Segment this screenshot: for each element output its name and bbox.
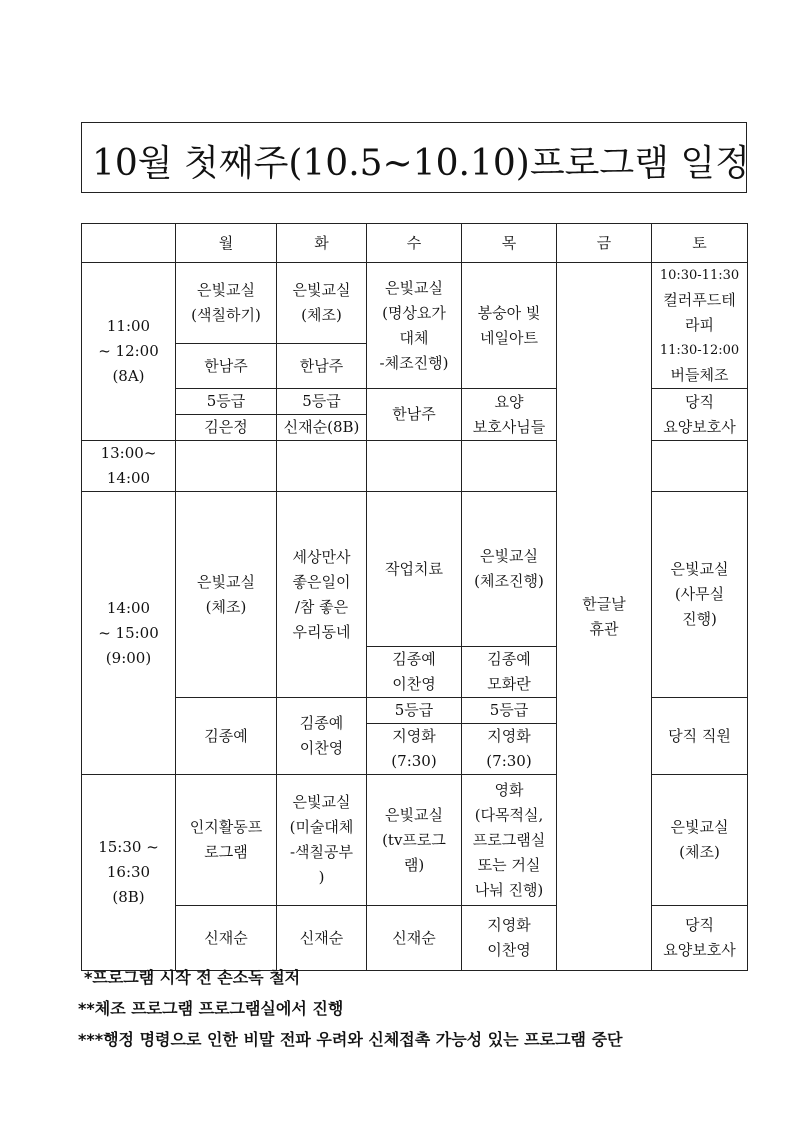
- header-day: 월: [176, 224, 277, 263]
- mon-name: 김은정: [176, 415, 277, 441]
- tue-grade: 5등급: [277, 389, 367, 415]
- mon-program: 은빛교실 (색칠하기): [176, 263, 277, 344]
- sat-staff: 당직 요양보호사: [652, 906, 748, 971]
- wed-staff: 한남주: [367, 389, 462, 441]
- empty-cell: [277, 441, 367, 492]
- wed-staff: 김종예 이찬영: [367, 647, 462, 698]
- thu-program: 봉숭아 빛 네일아트: [462, 263, 557, 389]
- tue-staff: 신재순: [277, 906, 367, 971]
- tue-program: 세상만사 좋은일이 /참 좋은 우리동네: [277, 492, 367, 698]
- thu-grade-name: 5등급 지영화 (7:30): [462, 698, 557, 775]
- note-item: *프로그램 시작 전 손소독 철저: [84, 968, 301, 987]
- header-day: 화: [277, 224, 367, 263]
- title-box: [81, 122, 750, 193]
- wed-program: 작업치료: [367, 492, 462, 647]
- mon-program: 은빛교실 (체조): [176, 492, 277, 698]
- mon-grade: 5등급: [176, 389, 277, 415]
- thu-staff: 김종예 모화란: [462, 647, 557, 698]
- tue-program: 은빛교실 (미술대체 -색칠공부 ): [277, 775, 367, 906]
- wed-staff: 신재순: [367, 906, 462, 971]
- header-empty: [82, 224, 176, 263]
- sat-program: 은빛교실 (체조): [652, 775, 748, 906]
- sat-staff: 당직 요양보호사: [652, 389, 748, 441]
- time-cell: 15:30 ~ 16:30 (8B): [82, 775, 176, 971]
- note-item: ***행정 명령으로 인한 비말 전파 우려와 신체접촉 가능성 있는 프로그램 중단: [78, 1030, 623, 1049]
- time-cell: 11:00 ~ 12:00 (8A): [82, 263, 176, 441]
- empty-cell: [367, 441, 462, 492]
- time-cell: 13:00~ 14:00: [82, 441, 176, 492]
- header-day: 금: [557, 224, 652, 263]
- tue-staff: 한남주: [277, 344, 367, 389]
- header-row: [82, 224, 748, 263]
- sat-program: 10:30-11:30 컬러푸드테 라피 11:30-12:00 버들체조: [652, 263, 748, 389]
- page-title: 10월 첫째주(10.5~10.10)프로그램 일정: [92, 143, 750, 184]
- wed-grade-name: 5등급 지영화 (7:30): [367, 698, 462, 775]
- header-day: 목: [462, 224, 557, 263]
- tue-staff: 김종예 이찬영: [277, 698, 367, 775]
- mon-staff: 신재순: [176, 906, 277, 971]
- empty-cell: [652, 441, 748, 492]
- fri-closed: 한글날 휴관: [557, 263, 652, 971]
- wed-program: 은빛교실 (tv프로그 램): [367, 775, 462, 906]
- thu-program: 은빛교실 (체조진행): [462, 492, 557, 647]
- table-row: [82, 263, 748, 344]
- schedule-table: [81, 223, 748, 971]
- thu-program: 영화 (다목적실, 프로그램실 또는 거실 나눠 진행): [462, 775, 557, 906]
- sat-staff: 당직 직원: [652, 698, 748, 775]
- thu-staff: 요양 보호사님들: [462, 389, 557, 441]
- empty-cell: [176, 441, 277, 492]
- header-day: 토: [652, 224, 748, 263]
- empty-cell: [462, 441, 557, 492]
- sat-program: 은빛교실 (사무실 진행): [652, 492, 748, 698]
- tue-program: 은빛교실 (체조): [277, 263, 367, 344]
- notes: [78, 962, 623, 1055]
- header-day: 수: [367, 224, 462, 263]
- mon-staff: 한남주: [176, 344, 277, 389]
- thu-staff: 지영화 이찬영: [462, 906, 557, 971]
- time-cell: 14:00 ~ 15:00 (9:00): [82, 492, 176, 775]
- wed-program: 은빛교실 (명상요가 대체 -체조진행): [367, 263, 462, 389]
- tue-name: 신재순(8B): [277, 415, 367, 441]
- note-item: **체조 프로그램 프로그램실에서 진행: [78, 999, 344, 1018]
- mon-staff: 김종예: [176, 698, 277, 775]
- mon-program: 인지활동프 로그램: [176, 775, 277, 906]
